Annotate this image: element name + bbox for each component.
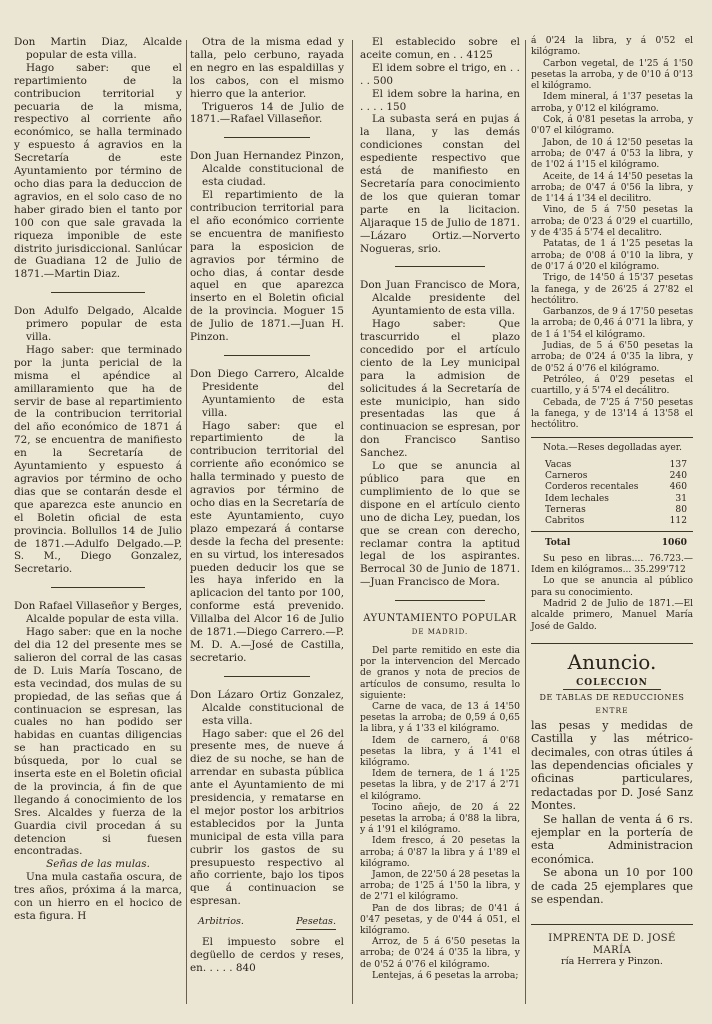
price-row: El impuesto sobre el degüello de cerdos y reses, en. . . . . 840: [190, 936, 344, 974]
price-item: Patatas, de 1 á 1'25 pesetas la arroba; de 0'08 á 0'10 la libra, y de 0'17 á 0'20 el kilógramo.: [531, 239, 693, 272]
ad-description: las pesas y medidas de Castilla y las métrico-decimales, con otras útiles á las dependencias oficiales y oficinas particulares, redactadas por D. José Sanz Montes.: [531, 718, 693, 813]
notice-heading: Don Adulfo Delgado, Alcalde primero popular de esta villa.: [14, 305, 182, 344]
price-item: Judias, de 5 á 6'50 pesetas la arroba; de 0'24 á 0'35 la libra, y de 0'52 á 0'76 el kilógramo.: [531, 341, 693, 374]
price-item: Idem de ternera, de 1 á 1'25 pesetas la libra, y de 2'17 á 2'71 el kilógramo.: [360, 768, 520, 802]
livestock-label: Terneras: [545, 504, 586, 515]
pesetas-label: Pesetas.: [296, 916, 336, 930]
price-item: Jabon, de 10 á 12'50 pesetas la arroba; de 0'47 á 0'53 la libra, y de 1'02 á 1'15 el kilógramo.: [531, 137, 693, 171]
price-item: Arroz, de 5 á 6'50 pesetas la arroba; de 0'24 á 0'35 la libra, y de 0'52 á 0'76 el kilógramo.: [360, 936, 520, 970]
price-item: á 0'24 la libra, y á 0'52 el kilógramo.: [531, 36, 693, 58]
livestock-row: [531, 471, 693, 482]
notice-heading: Don Juan Hernandez Pinzon, Alcalde constitucional de esta ciudad.: [190, 150, 344, 189]
livestock-label: Cabritos: [545, 516, 585, 527]
column-rule: [352, 40, 353, 1004]
notice-body: Hago saber: Que trascurrido el plazo concedido por el artículo ciento de la Ley municipal para la admision de solicitudes á la Secretaría de este municipio, han sido presentadas las que á continuacion se espresan, por don Francisco Santiso Sanchez.: [360, 318, 520, 460]
column-4: [531, 36, 693, 967]
livestock-label: Vacas: [545, 459, 572, 470]
notice-body: Hago saber: que en la noche del dia 12 del presente mes se salieron del corral de las casas de D. Luis María Toscano, de esta vecindad, dos mulas de su propiedad, de las señas que á continuacion se espresan, las cuales no han podido ser habidas en cuantas diligencias se han practicado en su búsqueda, por lo cual se inserta este en el Boletin oficial de la provincia, á fin de que llegando á conocimiento de los Sres. Alcaldes y fuerza de la Guardia civil procedan á su detencion si fuesen encontradas.: [14, 626, 182, 858]
notice-heading: Don Rafael Villaseñor y Berges, Alcalde popular de esta villa.: [14, 600, 182, 626]
notice-heading: Don Martin Diaz, Alcalde popular de esta villa.: [14, 36, 182, 61]
notice-body: Hago saber: que el 26 del presente mes, de nueve á diez de su noche, se han de arrendar en subasta pública ante el Ayuntamiento de mi presidencia, y rematarse en el mejor postor los arbitrios establecidos por la Junta municipal de esta villa para cubrir los gastos de su presupuesto respectivo al año corriente, bajo los tipos que á continuacion se espresan.: [190, 727, 344, 908]
price-row: El establecido sobre el aceite comun, en . . 4125: [360, 36, 520, 61]
separator: [224, 137, 310, 138]
livestock-row: [531, 482, 693, 493]
price-item: Garbanzos, de 9 á 17'50 pesetas la arroba; de 0,46 á 0'71 la libra, y de 1 á 1'54 el kilógramo.: [531, 307, 693, 340]
notice-heading: Don Juan Francisco de Mora, Alcalde presidente del Ayuntamiento de esta villa.: [360, 279, 520, 318]
price-list: [360, 645, 520, 981]
notice-body: El repartimiento de la contribucion territorial para el año económico corriente se encuentra de manifiesto para la esposicion de agravios por término de ocho dias, á contar desde aquel en que aparezca inserto en el Boletin oficial de la provincia. Moguer 15 de Julio de 1871.—Juan H. Pinzon.: [190, 189, 344, 344]
ad-discount: Se abona un 10 por 100 de cada 25 ejemplares que se espendan.: [531, 866, 693, 907]
column-1: [14, 36, 182, 923]
price-item: Carbon vegetal, de 1'25 á 1'50 pesetas la arroba, y de 0'10 á 0'13 el kilógramo.: [531, 58, 693, 92]
ad-price: Se hallan de venta á 6 rs. ejemplar en la portería de esta Administracion económica.: [531, 812, 693, 866]
price-intro: Del parte remitido en este dia por la intervencion del Mercado de granos y nota de precios de artículos de consumo, resulta lo siguiente:: [360, 644, 520, 701]
price-item: Idem de carnero, á 0'68 pesetas la libra, y á 1'41 el kilógramo.: [360, 734, 520, 768]
livestock-label: Corderos recentales: [545, 482, 639, 493]
livestock-label: Carneros: [545, 470, 588, 481]
livestock-value: 137: [669, 459, 687, 470]
separator: [395, 266, 485, 267]
livestock-label: Idem lechales: [545, 493, 609, 504]
notice-body: La subasta será en pujas á la llana, y las demás condiciones constan del espediente respectivo que está de manifiesto en Secretaría para conocimiento de los que quieran tomar parte en la licitacion. Aljaraque 15 de Julio de 1871.—Lázaro Ortiz.—Norverto Nogueras, srio.: [360, 113, 520, 255]
livestock-table: [531, 460, 693, 549]
livestock-value: 80: [675, 504, 687, 515]
section-label: Señas de las mulas.: [46, 858, 150, 871]
price-item: Idem mineral, á 1'37 pesetas la arroba, y 0'12 el kilógramo.: [531, 92, 693, 114]
imprint-sub: ría Herrera y Pinzon.: [561, 956, 663, 968]
livestock-row: [531, 505, 693, 516]
livestock-value: 31: [675, 493, 687, 504]
price-item: Vino, de 5 á 7'50 pesetas la arroba; de 0'23 á 0'29 el cuartillo, y de 4'35 á 5'74 el decalitro.: [531, 205, 693, 239]
notice-body: Hago saber: que el repartimiento de la contribucion territorial del corriente año económico se halla terminado y puesto de agravios por término de ocho dias en la Secretaría de este Ayuntamiento, cuyo plazo empezará á contarse desde la fecha del presente: en su virtud, los interesados pueden deducir los que se les haya inferido en la aplicacion del tanto por 100, conforme está prevenido. Villalba del Alcor 16 de Julio de 1871.—Diego Carrero.—P. M. D. A.—José de Castilla, secretario.: [190, 419, 344, 664]
livestock-row: [531, 494, 693, 505]
separator: [51, 587, 145, 588]
livestock-value: 112: [669, 516, 687, 527]
livestock-row: [531, 460, 693, 471]
weight-summary: Su peso en libras.... 76.723.— Idem en kilógramos... 35.299'712: [531, 553, 693, 576]
anuncio-title: Anuncio.: [531, 643, 693, 674]
column-2: [190, 36, 344, 975]
notice-body: Hago saber: que terminado por la junta pericial de la misma el apéndice al amillaramiento que ha de servir de base al repartimiento de la contribucion territorial del año económico de 1871 á 72, se encuentra de manifiesto en la Secretaría de Ayuntamiento y espuesto á agravios por término de ocho dias que se contarán desde el que aparezca este anuncio en el Boletin oficial de esta provincia. Bollullos 14 de Julio de 1871.—Adulfo Delgado.—P. S. M., Diego Gonzalez, Secretario.: [14, 343, 182, 576]
column-rule: [525, 40, 526, 1004]
price-item: Idem fresco, á 20 pesetas la arroba; á 0'87 la libra y á 1'89 el kilógramo.: [360, 835, 520, 869]
price-row: El idem sobre el trigo, en . . . . 500: [360, 61, 520, 87]
total-label: Total: [545, 537, 571, 549]
price-item: Pan de dos libras; de 0'41 á 0'47 pesetas, y de 0'44 á 051, el kilógramo.: [360, 902, 520, 937]
notice-body: Hago saber: que el repartimiento de la contribucion territorial y pecuaria de la misma, respectivo al corriente año económico, se halla terminado y espuesto á agravios en la Secretaría de este Ayuntamiento por término de ocho dias para la deduccion de agravios, en el solo caso de no haber girado bien el tanto por 100 con que sale gravada la riqueza imponible de este distrito jurisdiccional. Sanlúcar de Guadiana 12 de Julio de 1871.—Martin Diaz.: [14, 61, 182, 281]
notice-body: Lo que se anuncia al público para que en cumplimiento de lo que se dispone en el artículo ciento uno de dicha Ley, puedan, los que se crean con derecho, reclamar contra la aptitud legal de los aspirantes. Berrocal 30 de Junio de 1871.—Juan Francisco de Mora.: [360, 460, 520, 589]
notice-body: Lo que se anuncia al público para su conocimiento.: [531, 576, 693, 598]
coleccion-label: COLECCION: [563, 678, 660, 690]
price-item: Lentejas, á 6 pesetas la arroba;: [372, 969, 519, 981]
notice-body: Otra de la misma edad y talla, pelo cerbuno, rayada en negro en las espaldillas y los cabos, con el mismo hierro que la anterior.: [190, 36, 344, 100]
price-item: Jamon, de 22'50 á 28 pesetas la arroba; de 1'25 á 1'50 la libra, y de 2'71 el kilógramo.: [360, 869, 520, 903]
column-3: [360, 36, 520, 981]
price-item: Tocino añejo, de 20 á 22 pesetas la arroba; á 0'88 la libra, y á 1'91 el kilógramo.: [360, 801, 520, 836]
tablas-label: DE TABLAS DE REDUCCIONES: [539, 693, 685, 703]
separator: [531, 437, 693, 438]
livestock-total-row: [531, 531, 693, 548]
imprint: IMPRENTA DE D. JOSÉ MARÍA: [531, 924, 693, 956]
separator: [224, 676, 310, 677]
total-value: 1060: [661, 537, 687, 549]
notice-body: Una mula castaña oscura, de tres años, próxima á la marca, con un hierro en el hocico de esta figura. H: [14, 871, 182, 922]
price-item: Cebada, de 7'25 á 7'50 pesetas la fanega, y de 13'14 á 13'58 el hectólitro.: [531, 397, 693, 431]
nota-title: Nota.—Reses degolladas ayer.: [543, 443, 683, 454]
separator: [51, 292, 145, 293]
price-table-header: [190, 916, 344, 930]
section-subtitle: DE MADRID.: [411, 628, 469, 637]
arbitrios-label: Arbitrios.: [198, 916, 244, 928]
column-rule: [186, 40, 187, 1004]
notice-signature: Madrid 2 de Julio de 1871.—El alcalde primero, Manuel María José de Galdo.: [531, 598, 693, 632]
notice-heading: Don Diego Carrero, Alcalde Presidente del Ayuntamiento de esta villa.: [190, 367, 344, 419]
notice-heading: Don Lázaro Ortiz Gonzalez, Alcalde constitucional de esta villa.: [190, 688, 344, 727]
section-title: AYUNTAMIENTO POPULAR: [363, 613, 517, 625]
separator: [224, 355, 310, 356]
livestock-row: [531, 516, 693, 527]
price-item: Aceite, de 14 á 14'50 pesetas la arroba; de 0'47 á 0'56 la libra, y de 1'14 á 1'34 el decilitro.: [531, 171, 693, 205]
livestock-value: 240: [669, 470, 687, 481]
price-item: Petróleo, á 0'29 pesetas el cuartillo, y á 5'74 el decálitro.: [531, 374, 693, 397]
separator: [395, 600, 485, 601]
livestock-value: 460: [669, 482, 687, 493]
price-item: Trigo, de 14'50 á 15'37 pesetas la fanega, y de 26'25 á 27'82 el hectólitro.: [531, 273, 693, 306]
price-row: El idem sobre la harina, en . . . . 150: [360, 87, 520, 113]
price-item: Cok, á 0'81 pesetas la arroba, y 0'07 el kilógramo.: [531, 115, 693, 137]
price-item: Carne de vaca, de 13 á 14'50 pesetas la arroba; de 0,59 á 0,65 la libra, y á 1'33 el kilógramo.: [360, 700, 520, 735]
notice-signature: Trigueros 14 de Julio de 1871.—Rafael Villaseñor.: [190, 100, 344, 126]
entre-label: ENTRE: [595, 706, 629, 716]
